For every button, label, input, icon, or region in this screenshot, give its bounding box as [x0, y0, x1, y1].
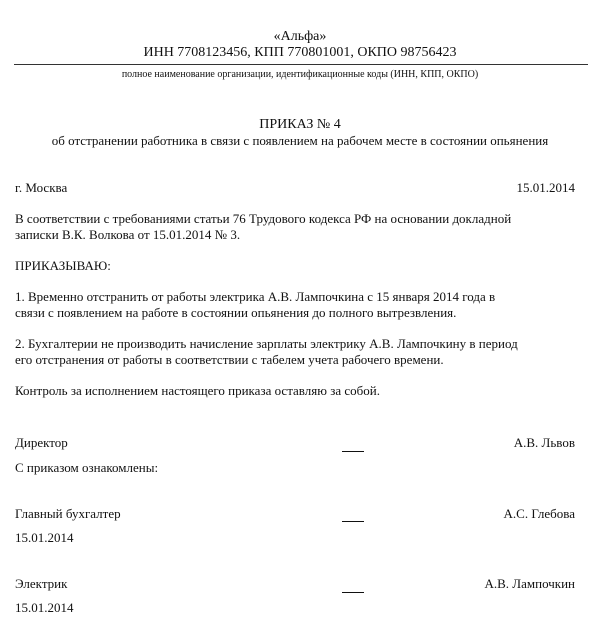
- electrician-signature-line: [342, 592, 364, 593]
- order-title: ПРИКАЗ № 4: [259, 117, 341, 132]
- accountant-date: 15.01.2014: [15, 530, 74, 545]
- electrician-date: 15.01.2014: [15, 600, 74, 615]
- accountant-signature-line: [342, 521, 364, 522]
- organization-name: «Альфа»: [273, 29, 327, 44]
- organization-caption: полное наименование организации, идентификационные коды (ИНН, КПП, ОКПО): [121, 69, 479, 80]
- director-signature-line: [342, 451, 364, 452]
- organization-codes: ИНН 7708123456, КПП 770801001, ОКПО 98756423: [143, 45, 457, 60]
- preamble-line-2: записки В.К. Волкова от 15.01.2014 № 3.: [15, 227, 241, 242]
- electrician-name: А.В. Лампочкин: [484, 576, 575, 591]
- control-clause: Контроль за исполнением настоящего приказа оставляю за собой.: [15, 383, 380, 398]
- item-1-line-1: 1. Временно отстранить от работы электрика А.В. Лампочкина с 15 января 2014 года в: [15, 289, 496, 304]
- item-2-line-1: 2. Бухгалтерии не производить начисление зарплаты электрику А.В. Лампочкину в период: [15, 336, 518, 351]
- preamble-line-1: В соответствии с требованиями статьи 76 Трудового кодекса РФ на основании докладной: [15, 211, 512, 226]
- electrician-title: Электрик: [15, 576, 68, 591]
- director-title: Директор: [15, 435, 68, 450]
- accountant-name: А.С. Глебова: [503, 506, 575, 521]
- order-date: 15.01.2014: [516, 180, 575, 195]
- header-divider: [14, 64, 588, 65]
- director-name: А.В. Львов: [513, 435, 575, 450]
- acquainted-label: С приказом ознакомлены:: [15, 460, 159, 475]
- order-word: ПРИКАЗЫВАЮ:: [15, 258, 111, 273]
- order-subject: об отстранении работника в связи с появлением на рабочем месте в состоянии опьянения: [51, 133, 549, 148]
- item-1-line-2: связи с появлением на работе в состоянии опьянения до полного вытрезвления.: [15, 305, 457, 320]
- accountant-title: Главный бухгалтер: [15, 506, 121, 521]
- item-2-line-2: его отстранения от работы в соответствии с табелем учета рабочего времени.: [15, 352, 444, 367]
- order-city: г. Москва: [15, 180, 68, 195]
